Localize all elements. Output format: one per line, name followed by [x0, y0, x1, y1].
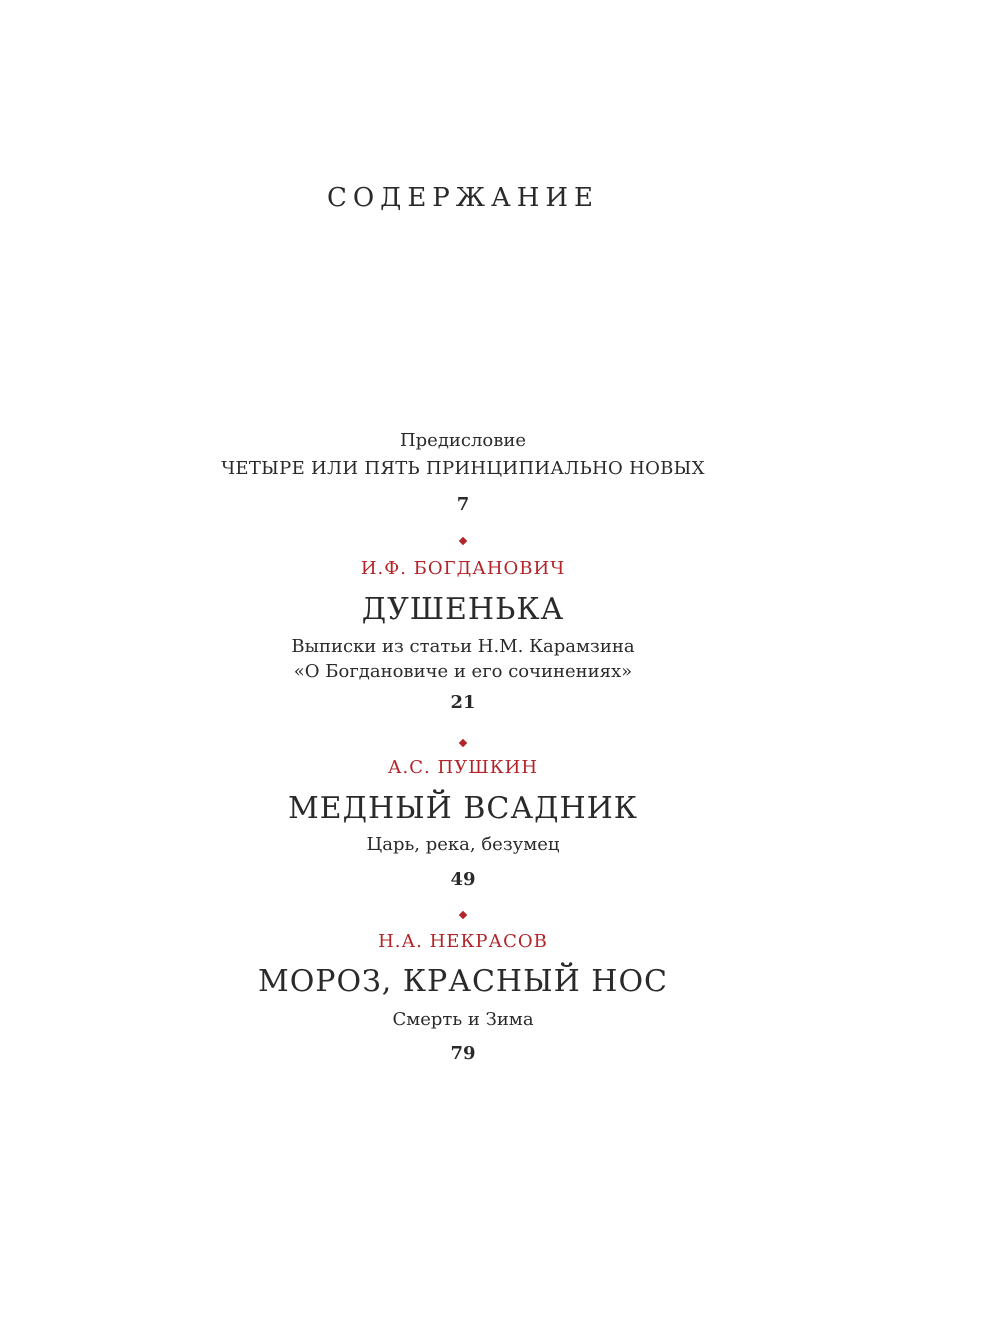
preface-title[interactable]: ЧЕТЫРЕ ИЛИ ПЯТЬ ПРИНЦИПИАЛЬНО НОВЫХ — [221, 458, 705, 479]
work-title-moroz[interactable]: МОРОЗ, КРАСНЫЙ НОС — [257, 964, 669, 999]
contents-heading: СОДЕРЖАНИЕ — [326, 183, 600, 213]
subtitle-dushenka-line2: «О Богдановиче и его сочинениях» — [293, 661, 633, 682]
diamond-icon — [0, 731, 926, 741]
author-nekrasov: Н.А. НЕКРАСОВ — [378, 931, 548, 952]
preface-label: Предисловие — [399, 430, 527, 451]
page-number-moroz[interactable]: 79 — [450, 1043, 476, 1064]
diamond-icon — [0, 529, 926, 539]
diamond-icon — [0, 903, 926, 913]
author-pushkin: А.С. ПУШКИН — [387, 757, 539, 778]
subtitle-medny-vsadnik: Царь, река, безумец — [366, 834, 560, 855]
preface-page-number[interactable]: 7 — [456, 494, 470, 515]
subtitle-dushenka-line1: Выписки из статьи Н.М. Карамзина — [291, 636, 635, 657]
subtitle-moroz: Смерть и Зима — [392, 1009, 534, 1030]
page-number-dushenka[interactable]: 21 — [450, 692, 476, 713]
author-bogdanovich: И.Ф. БОГДАНОВИЧ — [360, 558, 566, 579]
page-number-medny-vsadnik[interactable]: 49 — [450, 869, 476, 890]
work-title-medny-vsadnik[interactable]: МЕДНЫЙ ВСАДНИК — [287, 791, 639, 826]
work-title-dushenka[interactable]: ДУШЕНЬКА — [361, 592, 565, 627]
